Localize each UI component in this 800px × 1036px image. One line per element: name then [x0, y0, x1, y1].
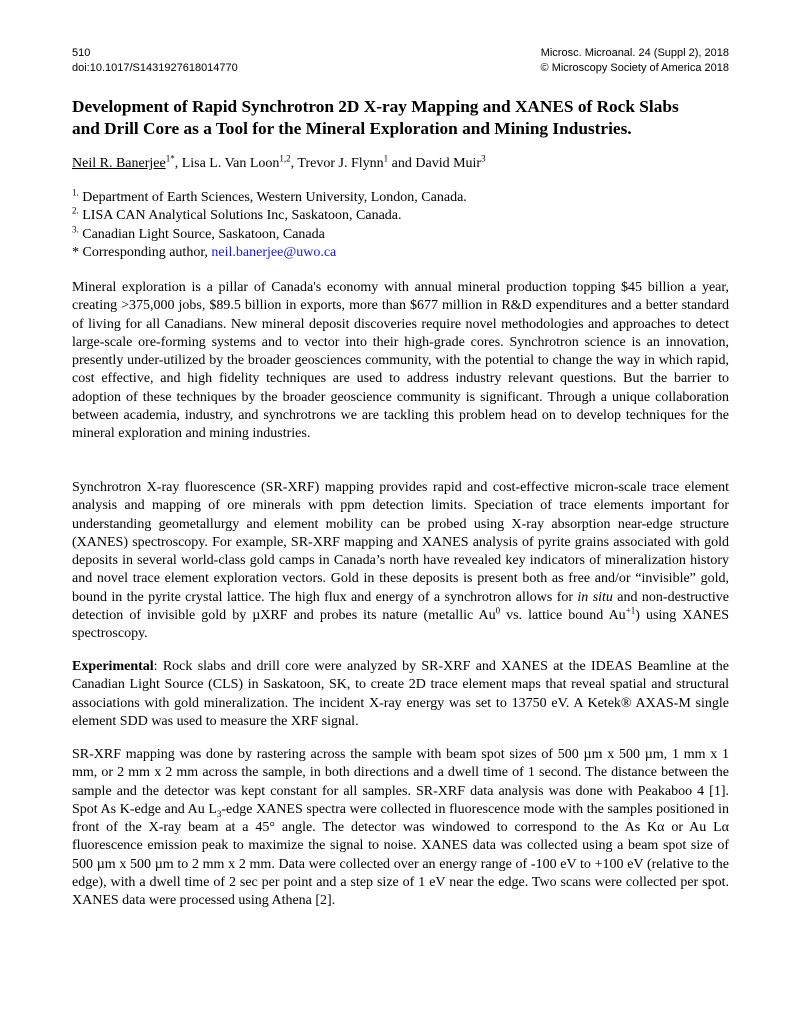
- author-separator: ,: [174, 156, 182, 171]
- paragraph-text: vs. lattice bound Au: [500, 608, 626, 624]
- paragraph-methods: [72, 746, 729, 911]
- paragraph-text: Synchrotron X-ray fluorescence (SR-XRF) mapping provides rapid and cost-effective micron-scale trace element analysis and mapping of ore minerals with ppm detection limits. Speciation of trace elements important for understanding geometallurgy and element mobility can be probed using X-ray absorption near-edge structure (XANES) spectroscopy. For example, SR-XRF mapping and XANES analysis of pyrite grains associated with gold deposits in several world-class gold camps in Canada’s north have revealed key indicators of mineralization history and novel trace element exploration vectors. Gold in these deposits is present both as free and/or “invisible” gold, bound in the pyrite crystal lattice. The high flux and energy of a synchrotron allows for: [72, 480, 729, 605]
- affiliation-text: LISA CAN Analytical Solutions Inc, Saskatoon, Canada.: [78, 208, 402, 224]
- paragraph-sr-xrf-overview: [72, 479, 729, 644]
- superscript: 0: [495, 605, 501, 616]
- title-line-1: Development of Rapid Synchrotron 2D X-ray Mapping and XANES of Rock Slabs: [72, 97, 679, 116]
- author-separator: and: [388, 156, 416, 171]
- doi: doi:10.1017/S1431927618014770: [72, 62, 238, 74]
- paragraph-text: SR-XRF mapping was done by rastering across the sample with beam spot sizes of 500 µm x 500 µm, 1 mm x 1 mm, or 2 mm x 2 mm across the sample, in both directions and a dwell time of 1 second. The distance between the sample and the detector was kept constant for all samples. SR-XRF data analysis was done with Peakaboo 4 [1]. Spot As K-edge and Au L: [72, 747, 729, 817]
- affiliation-number: 2.: [72, 205, 79, 216]
- affiliation-text: Department of Earth Sciences, Western University, London, Canada.: [78, 190, 467, 205]
- affiliation-item: [72, 223, 467, 244]
- paragraph-experimental: [72, 658, 729, 731]
- affiliations: [72, 189, 467, 262]
- journal-citation: Microsc. Microanal. 24 (Suppl 2), 2018: [540, 47, 729, 59]
- superscript: +1: [625, 605, 636, 616]
- header-right: [541, 46, 729, 76]
- corresponding-author: [72, 244, 467, 262]
- email-link[interactable]: neil.banerjee@uwo.ca: [211, 244, 337, 260]
- author-name: Neil R. Banerjee: [72, 156, 166, 171]
- affiliation-number: 3.: [72, 223, 79, 234]
- subscript: 3: [216, 808, 222, 819]
- paper-title: [72, 96, 729, 140]
- page-number: 510: [72, 47, 91, 59]
- paragraph-text: : Rock slabs and drill core were analyzed by SR-XRF and XANES at the IDEAS Beamline at the Canadian Light Source (CLS) in Saskatoon, SK, to create 2D trace element maps that reveal spatial and structural associations with gold mineralization. The incident X-ray energy was set to 13750 eV. A Ketek® AXAS-M single element SDD was used to measure the XRF signal.: [72, 659, 729, 729]
- author-name: Trevor J. Flynn: [297, 156, 384, 171]
- author-affiliation-mark: 1*: [165, 153, 175, 164]
- corresponding-label: * Corresponding author,: [72, 244, 212, 260]
- author-affiliation-mark: 1,2: [279, 153, 291, 164]
- author-list: [72, 155, 486, 173]
- affiliation-text: Canadian Light Source, Saskatoon, Canada: [78, 226, 325, 242]
- paragraph-introduction: Mineral exploration is a pillar of Canada's economy with annual mineral production topping $45 billion a year, creating >375,000 jobs, $89.5 billion in exports, more than $677 million in R&D expenditures and a better standard of living for all Canadians. New mineral deposit discoveries require novel methodologies and approaches to detect large-scale ore-forming systems and to vector into their high-grade cores. Synchrotron science is an innovation, presently under-utilized by the broader geosciences community, with the potential to change the way in which rapid, cost effective, and high fidelity techniques are used to address industry relevant questions. But the barrier to adoption of these techniques by the broader geoscience community is significant. Through a unique collaboration between academia, industry, and synchrotrons we are tackling this problem head on to develop techniques for the mineral exploration and mining industries.: [72, 280, 729, 442]
- italic-term: in situ: [577, 589, 613, 605]
- paragraph-text: ) using XANES spectroscopy.: [72, 608, 729, 642]
- title-line-2: and Drill Core as a Tool for the Mineral Exploration and Mining Industries.: [72, 119, 632, 138]
- affiliation-number: 1.: [72, 187, 79, 198]
- author-name: Lisa L. Van Loon: [181, 156, 280, 171]
- author-separator: ,: [290, 156, 298, 171]
- author-affiliation-mark: 3: [481, 153, 486, 164]
- author-name: David Muir: [415, 156, 482, 171]
- affiliation-item: [72, 189, 467, 207]
- copyright: © Microscopy Society of America 2018: [540, 62, 729, 74]
- header-left: [72, 46, 238, 76]
- author-affiliation-mark: 1: [383, 153, 389, 164]
- section-heading-experimental: Experimental: [72, 659, 154, 674]
- paragraph-text: -edge XANES spectra were collected in fluorescence mode with the samples positioned in front of the X-ray beam at a 45° angle. The detector was windowed to correspond to the As Kα or Au Lα fluorescence emission peak to maximize the signal to noise. XANES data was collected using a beam spot size of 500 µm x 500 µm to 2 mm x 2 mm. Data were collected over an energy range of -100 eV to +100 eV (relative to the edge), with a dwell time of 2 sec per point and a step size of 1 eV near the edge. Two scans were collected per spot. XANES data were processed using Athena [2].: [72, 801, 729, 909]
- paragraph-text: and non-destructive detection of invisible gold by µXRF and probes its nature (metallic Au: [72, 589, 729, 624]
- affiliation-item: [72, 207, 467, 225]
